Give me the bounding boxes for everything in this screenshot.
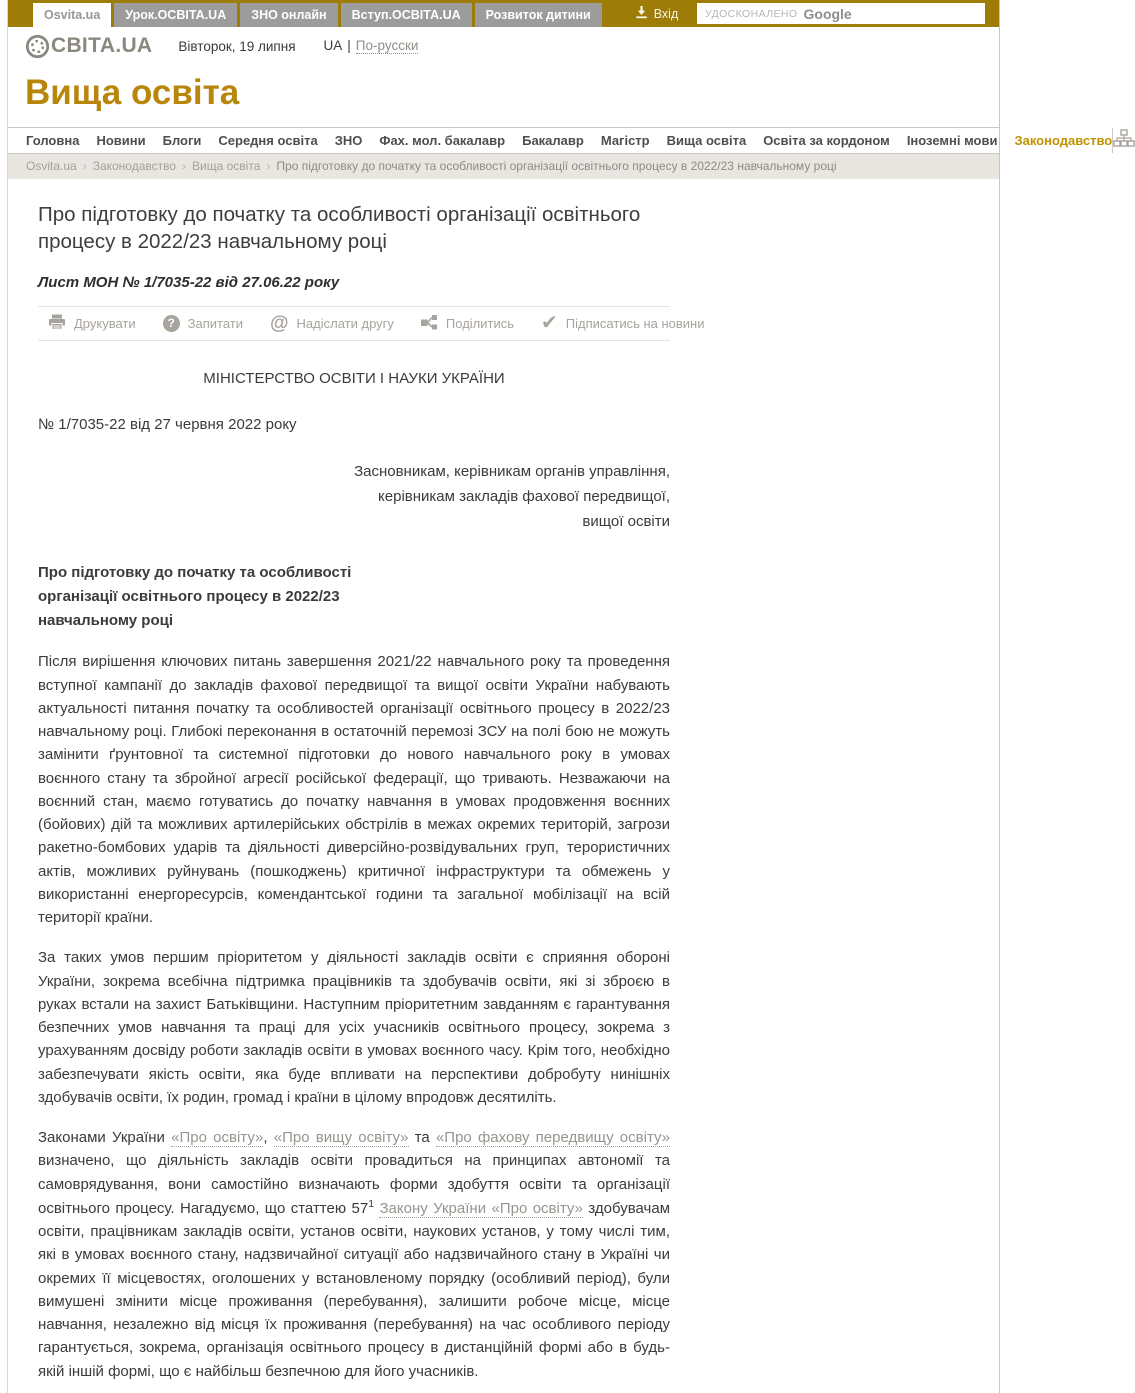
footnote-superscript: 1 xyxy=(368,1197,375,1210)
current-date: Вівторок, 19 липня xyxy=(178,38,296,54)
service-tab-1[interactable]: Урок.ОСВІТА.UA xyxy=(114,3,237,27)
article-subtitle: Лист МОН № 1/7035-22 від 27.06.22 року xyxy=(38,274,340,292)
breadcrumb-link-0[interactable]: Osvita.ua xyxy=(26,159,77,173)
nav-item-3[interactable]: Середня освіта xyxy=(218,133,318,148)
top-service-bar xyxy=(8,0,999,27)
nav-item-1[interactable]: Новини xyxy=(96,133,146,148)
breadcrumb-link-2[interactable]: Вища освіта xyxy=(192,159,261,173)
nav-item-10[interactable]: Іноземні мови xyxy=(906,133,998,148)
check-icon: ✔ xyxy=(541,312,558,335)
document-ministry-line: МІНІСТЕРСТВО ОСВІТИ І НАУКИ УКРАЇНИ xyxy=(203,370,505,388)
action-label: Підписатись на новини xyxy=(565,316,705,332)
sitemap-icon xyxy=(1113,129,1135,153)
law-link[interactable]: «Про вищу освіту» xyxy=(273,1129,409,1147)
nav-item-8[interactable]: Вища освіта xyxy=(666,133,747,148)
paragraph-text: та xyxy=(408,1129,436,1147)
nav-item-0[interactable]: Головна xyxy=(26,133,80,148)
document-paragraph-0: Після вирішення ключових питань завершення 2021/22 навчального року та проведення вступної кампанії до закладів фахової передвищої та вищої освіти України набувають актуальності питання початку та особливостей організації освітнього процесу в 2022/23 навчальному році. Глибокі переконання в остаточній перемозі ЗСУ на полі бою не можуть замінити ґрунтовної та системної підготовки до нового навчального року в умовах воєнного стану та збройної агресії російської федерації, що тривають. Незважаючи на воєнний стан, маємо готуватись до початку навчання в умовах продовження воєнних (бойових) дій та можливих артилерійських обстрілів в межах окремих територій, загрози ракетно-бомбових ударів та діяльності диверсійно-розвідувальних груп, терористичних актів, можливих руйнувань (пошкоджень) критичної інфраструктури та обмежень у використанні енергоресурсів, комендантської години та загальної мобілізації на всій території країни. xyxy=(38,653,670,927)
document-body xyxy=(38,370,670,1393)
article-actions xyxy=(38,306,705,341)
document-number-line: № 1/7035-22 від 27 червня 2022 року xyxy=(38,416,297,434)
law-link[interactable]: Закону України «Про освіту» xyxy=(379,1199,583,1217)
law-link[interactable]: «Про освіту» xyxy=(171,1129,264,1147)
breadcrumb-separator: › xyxy=(266,159,271,173)
share-icon xyxy=(421,315,438,333)
main-nav-items xyxy=(8,128,1112,153)
service-tab-2[interactable]: ЗНО онлайн xyxy=(240,3,337,27)
article-title: Про підготовку до початку та особливості організації освітнього процесу в 2022/23 навчальному році xyxy=(38,203,641,254)
language-switcher xyxy=(324,38,419,54)
action-label: Запитати xyxy=(187,316,244,332)
google-logo: Google xyxy=(803,5,852,22)
search-input[interactable] xyxy=(697,3,985,24)
addressee-line-1: керівникам закладів фахової передвищої, xyxy=(378,487,670,505)
paragraph-text: визначено, що діяльність закладів освіти провадиться на принципах автономії та самоврядування, вони самостійно визначають форми здобуття освіти та організації освітнього процесу. Нагадуємо, що статтею 57 xyxy=(38,1152,670,1217)
action-label: Поділитись xyxy=(445,316,515,332)
law-link[interactable]: «Про фахову передвищу освіту» xyxy=(435,1129,670,1147)
addressee-line-0: Засновникам, керівникам органів управління, xyxy=(354,463,670,481)
printer-icon xyxy=(48,314,66,333)
action-label: Друкувати xyxy=(74,316,136,332)
service-tabs xyxy=(33,3,605,27)
nav-item-7[interactable]: Магістр xyxy=(600,133,650,148)
action-label: Надіслати другу xyxy=(296,316,394,332)
at-icon: @ xyxy=(270,313,289,335)
nav-item-2[interactable]: Блоги xyxy=(162,133,202,148)
article xyxy=(8,201,999,1393)
breadcrumb-separator: › xyxy=(182,159,187,173)
document-paragraph-1: За таких умов першим пріоритетом у діяльності закладів освіти є сприяння обороні України, зокрема всебічна підтримка працівників та здобувачів освіти, які зі зброєю в руках встали на захист Батьківщини. Наступним пріоритетним завданням є гарантування безпечних умов навчання та праці для усіх учасників освітнього процесу, зокрема з урахуванням досвіду роботи закладів освіти в умовах воєнного часу. Крім того, необхідно забезпечувати якість освіти, яка буде впливати на перспективи добробуту нинішніх здобувачів освіти, їх родин, громад і країни в цілому впродовж десятиліть. xyxy=(38,949,670,1106)
page-container xyxy=(7,0,1113,1393)
breadcrumb-separator: › xyxy=(82,159,87,173)
lang-current: UA xyxy=(323,38,343,53)
action-button-1[interactable] xyxy=(163,315,243,332)
document-paragraphs xyxy=(38,650,670,1383)
enter-icon xyxy=(635,6,648,22)
service-tab-0[interactable]: Osvita.ua xyxy=(33,3,111,27)
breadcrumb xyxy=(8,154,999,179)
lang-separator: | xyxy=(347,38,351,53)
action-button-0[interactable] xyxy=(48,314,136,333)
action-button-4[interactable] xyxy=(541,312,705,335)
nav-item-5[interactable]: Фах. мол. бакалавр xyxy=(379,133,506,148)
action-button-3[interactable] xyxy=(421,315,514,333)
nav-item-4[interactable]: ЗНО xyxy=(334,133,363,148)
paragraph-text: Законами України xyxy=(38,1129,172,1147)
nav-item-9[interactable]: Освіта за кордоном xyxy=(763,133,890,148)
paragraph-text: , xyxy=(263,1129,274,1147)
main-nav xyxy=(8,127,1113,154)
logo-text: СВІТА.UA xyxy=(51,34,153,57)
login-button[interactable] xyxy=(635,0,679,27)
search-branding-prefix: УДОСКОНАЛЕНО xyxy=(705,7,798,20)
login-label: Вхід xyxy=(653,6,679,21)
osvita-logo-icon xyxy=(25,34,51,59)
breadcrumb-current: Про підготовку до початку та особливості організації освітнього процесу в 2022/23 навчальному році xyxy=(276,159,837,173)
site-header xyxy=(8,27,999,65)
lang-russian-link[interactable]: По-русски xyxy=(355,38,419,53)
document-subject: Про підготовку до початку та особливості організації освітнього процесу в 2022/23 навчальному році xyxy=(38,564,352,630)
nav-item-11[interactable]: Законодавство xyxy=(1014,133,1113,148)
paragraph-text: здобувачам освіти, працівникам закладів освіти, установ освіти, наукових установ, у тому числі тим, які в умовах воєнного стану, надзвичайної ситуації або надзвичайного стану в Україні чи окремих її місцевостях, оголошених у встановленому порядку (особливий період), були вимушені змінити місце проживання (перебування), залишити робоче місце, місце навчання, незалежно від місця їх проживання (перебування) на час особливого періоду гарантується, зокрема, організація освітнього процесу в дистанційній формі або в будь-якій іншій формі, що є найбільш безпечною для його учасників. xyxy=(38,1199,671,1380)
breadcrumb-link-1[interactable]: Законодавство xyxy=(92,159,177,173)
nav-item-6[interactable]: Бакалавр xyxy=(522,133,584,148)
question-icon: ? xyxy=(163,315,180,332)
sitemap-button[interactable] xyxy=(1112,128,1135,153)
document-addressees xyxy=(38,460,670,534)
action-button-2[interactable] xyxy=(270,313,394,335)
addressee-line-2: вищої освіти xyxy=(582,512,670,530)
page-title: Вища освіта xyxy=(25,73,240,112)
document-paragraph-2 xyxy=(38,1126,670,1383)
service-tab-4[interactable]: Розвиток дитини xyxy=(475,3,602,27)
site-logo[interactable] xyxy=(25,34,152,59)
service-tab-3[interactable]: Вступ.ОСВІТА.UA xyxy=(341,3,472,27)
